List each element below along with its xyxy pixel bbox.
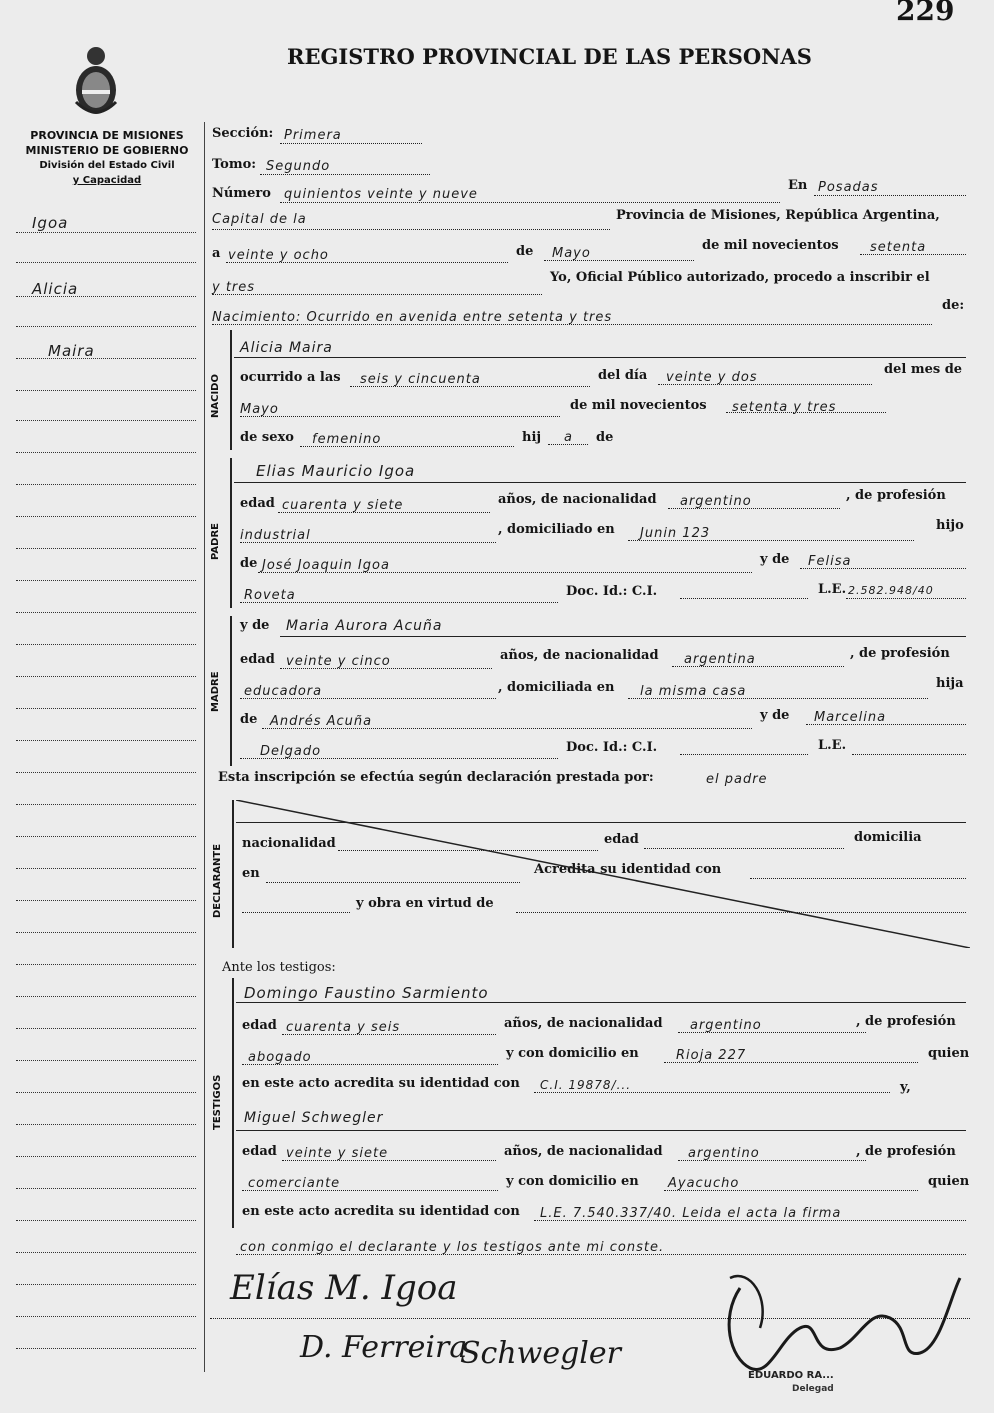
tipo-inscripcion-value: Nacimiento: Ocurrido en avenida entre setenta y tres: [212, 310, 613, 325]
margin-divider: [204, 122, 205, 1372]
hij-label: hij: [522, 430, 542, 445]
hora-value: seis y cincuenta: [360, 372, 481, 387]
official-stamp-name: EDUARDO RA...: [748, 1370, 834, 1381]
cierre-value: con conmigo el declarante y los testigos ante mi conste.: [240, 1240, 665, 1255]
testigo2-prof-value: comerciante: [248, 1176, 341, 1191]
lugar-value: Posadas: [818, 180, 879, 195]
sexo-value: femenino: [312, 432, 382, 447]
sexo-label: de sexo: [240, 430, 294, 445]
testigo2-acredita-label: en este acto acredita su identidad con: [242, 1204, 520, 1219]
capacity-label: y Capacidad: [72, 175, 142, 186]
madre-dom-value: la misma casa: [640, 684, 747, 699]
hij-sufijo-value: a: [564, 430, 573, 445]
numero-label: Número: [212, 186, 271, 201]
acredita-label: Acredita su identidad con: [534, 862, 722, 877]
testigo2-doc-value: L.E. 7.540.337/40. Leida el acta la firma: [540, 1206, 842, 1221]
testigo1-prof-value: abogado: [248, 1050, 312, 1065]
testigo2-dom-value: Ayacucho: [668, 1176, 740, 1191]
de-colon-label: de:: [942, 298, 965, 313]
padre-prof-value: industrial: [240, 528, 311, 543]
anio-acta-1-value: setenta: [870, 240, 927, 255]
madre-nombre-value: Maria Aurora Acuña: [286, 618, 443, 634]
nacido-section-label: NACIDO: [210, 374, 221, 418]
madre-prof-value: educadora: [244, 684, 323, 699]
en-decl-label: en: [242, 866, 260, 881]
testigo1-edad-value: cuarenta y seis: [286, 1020, 401, 1035]
madre-bracket: [230, 616, 232, 766]
anio-acta-2-value: y tres: [212, 280, 256, 295]
madre-section-label: MADRE: [210, 671, 221, 712]
ante-testigos-label: Ante los testigos:: [222, 960, 336, 975]
cross-out-mark: [236, 800, 970, 948]
testigo1-nombre-value: Domingo Faustino Sarmiento: [244, 984, 489, 1002]
madre-de-label: de: [240, 712, 258, 727]
province-label: PROVINCIA DE MISIONES: [30, 129, 184, 142]
seccion-value: Primera: [284, 128, 342, 143]
padre-madre-2-value: Roveta: [244, 588, 296, 603]
madre-padre-value: Andrés Acuña: [270, 714, 373, 729]
del-dia-label: del día: [598, 368, 648, 383]
declarante-bracket: [232, 800, 234, 948]
padre-dom-value: Junin 123: [640, 526, 711, 541]
signature-testigo-2: Schwegler: [460, 1336, 622, 1371]
a-label: a: [212, 246, 221, 261]
testigo1-acredita-label: en este acto acredita su identidad con: [242, 1076, 520, 1091]
padre-doc-label: Doc. Id.: C.I.: [566, 584, 658, 599]
testigo2-anos-label: años, de nacionalidad: [504, 1144, 663, 1159]
de2-label: de: [596, 430, 614, 445]
y-obra-label: y obra en virtud de: [356, 896, 494, 911]
padre-domiciliado-label: , domiciliado en: [498, 522, 615, 537]
en-label: En: [788, 178, 808, 193]
madre-edad-label: edad: [240, 652, 275, 667]
madre-le-label: L.E.: [818, 738, 847, 753]
official-stamp-title: Delegad: [792, 1384, 834, 1394]
domicilia-label: domicilia: [854, 830, 922, 845]
madre-hija-label: hija: [936, 676, 964, 691]
padre-anos-label: años, de nacionalidad: [498, 492, 657, 507]
anio-nacimiento-value: setenta y tres: [732, 400, 837, 415]
document-title: REGISTRO PROVINCIAL DE LAS PERSONAS: [287, 44, 812, 69]
provincia-label: Provincia de Misiones, República Argentina,: [616, 208, 940, 223]
ministry-label: MINISTERIO DE GOBIERNO: [25, 144, 189, 157]
yo-oficial-label: Yo, Oficial Público autorizado, procedo a inscribir el: [550, 270, 930, 285]
dia-acta-value: veinte y ocho: [228, 248, 329, 263]
madre-doc-label: Doc. Id.: C.I.: [566, 740, 658, 755]
madre-nac-value: argentina: [684, 652, 756, 667]
sidebar-surname: Igoa: [32, 214, 69, 232]
division-label: División del Estado Civil: [39, 160, 175, 171]
testigo1-doc-value: C.I. 19878/...: [540, 1078, 632, 1092]
seccion-label: Sección:: [212, 126, 274, 141]
sidebar-name-1: Alicia: [32, 280, 79, 298]
padre-madre-1-value: Felisa: [808, 554, 852, 569]
padre-bracket: [230, 458, 232, 608]
nombre-nacido-value: Alicia Maira: [240, 340, 333, 356]
testigos-bracket: [232, 978, 234, 1228]
padre-le-label: L.E.: [818, 582, 847, 597]
declarante-section-label: DECLARANTE: [212, 843, 223, 918]
padre-profesion-label: , de profesión: [846, 488, 946, 503]
signature-padre: Elías M. Igoa: [230, 1268, 458, 1308]
official-signature-icon: [710, 1258, 970, 1388]
padre-nombre-value: Elias Mauricio Igoa: [256, 462, 416, 480]
madre-anos-label: años, de nacionalidad: [500, 648, 659, 663]
declarante-value: el padre: [706, 772, 768, 787]
page-number: 229: [896, 0, 955, 27]
testigo2-nac-value: argentino: [688, 1146, 760, 1161]
dia-value: veinte y dos: [666, 370, 758, 385]
testigo1-anos-label: años, de nacionalidad: [504, 1016, 663, 1031]
del-mes-label: del mes de: [884, 362, 963, 377]
testigo2-domicilio-label: y con domicilio en: [506, 1174, 639, 1189]
padre-padre-value: José Joaquin Igoa: [262, 558, 390, 573]
capital-value: Capital de la: [212, 212, 307, 227]
numero-value: quinientos veinte y nueve: [284, 187, 478, 202]
de-mil-label: de mil novecientos: [702, 238, 839, 253]
testigo1-nac-value: argentino: [690, 1018, 762, 1033]
de-mil2-label: de mil novecientos: [570, 398, 707, 413]
madre-profesion-label: , de profesión: [850, 646, 950, 661]
madre-y-de-label: y de: [240, 618, 270, 633]
testigo2-quien-label: quien: [928, 1174, 970, 1189]
madre-domiciliada-label: , domiciliada en: [498, 680, 615, 695]
coat-of-arms-icon: [70, 42, 122, 120]
padre-hijo-label: hijo: [936, 518, 964, 533]
madre-madre-1-value: Marcelina: [814, 710, 887, 725]
testigo2-edad-value: veinte y siete: [286, 1146, 389, 1161]
issuing-office: [16, 128, 198, 188]
padre-edad-value: cuarenta y siete: [282, 498, 404, 513]
testigo1-domicilio-label: y con domicilio en: [506, 1046, 639, 1061]
testigos-section-label: TESTIGOS: [212, 1074, 223, 1130]
padre-de-label: de: [240, 556, 258, 571]
madre-madre-2-value: Delgado: [260, 744, 322, 759]
testigo2-nombre-value: Miguel Schwegler: [244, 1110, 384, 1126]
testigo2-profesion-label: , de profesión: [856, 1144, 956, 1159]
padre-section-label: PADRE: [210, 523, 221, 560]
testigo1-profesion-label: , de profesión: [856, 1014, 956, 1029]
mes-acta-value: Mayo: [552, 246, 591, 261]
de-label: de: [516, 244, 534, 259]
padre-edad-label: edad: [240, 496, 275, 511]
madre-edad-value: veinte y cinco: [286, 654, 391, 669]
testigo1-dom-value: Rioja 227: [676, 1048, 747, 1063]
testigo2-edad-label: edad: [242, 1144, 277, 1159]
edad-decl-label: edad: [604, 832, 639, 847]
testigo1-y-label: y,: [900, 1080, 911, 1095]
padre-nac-value: argentino: [680, 494, 752, 509]
ocurrido-label: ocurrido a las: [240, 370, 341, 385]
esta-inscripcion-label: Esta inscripción se efectúa según declaración prestada por:: [218, 770, 654, 785]
nacido-bracket: [230, 330, 232, 450]
nacionalidad-label: nacionalidad: [242, 836, 336, 851]
madre-y-de-label2: y de: [760, 708, 790, 723]
tomo-value: Segundo: [266, 159, 331, 174]
signature-testigo-1: D. Ferreira: [300, 1330, 468, 1365]
testigo1-quien-label: quien: [928, 1046, 970, 1061]
testigo1-edad-label: edad: [242, 1018, 277, 1033]
padre-y-de-label: y de: [760, 552, 790, 567]
padre-le-value: 2.582.948/40: [848, 584, 934, 597]
mes-value: Mayo: [240, 402, 279, 417]
sidebar-name-2: Maira: [48, 342, 95, 360]
tomo-label: Tomo:: [212, 157, 257, 172]
